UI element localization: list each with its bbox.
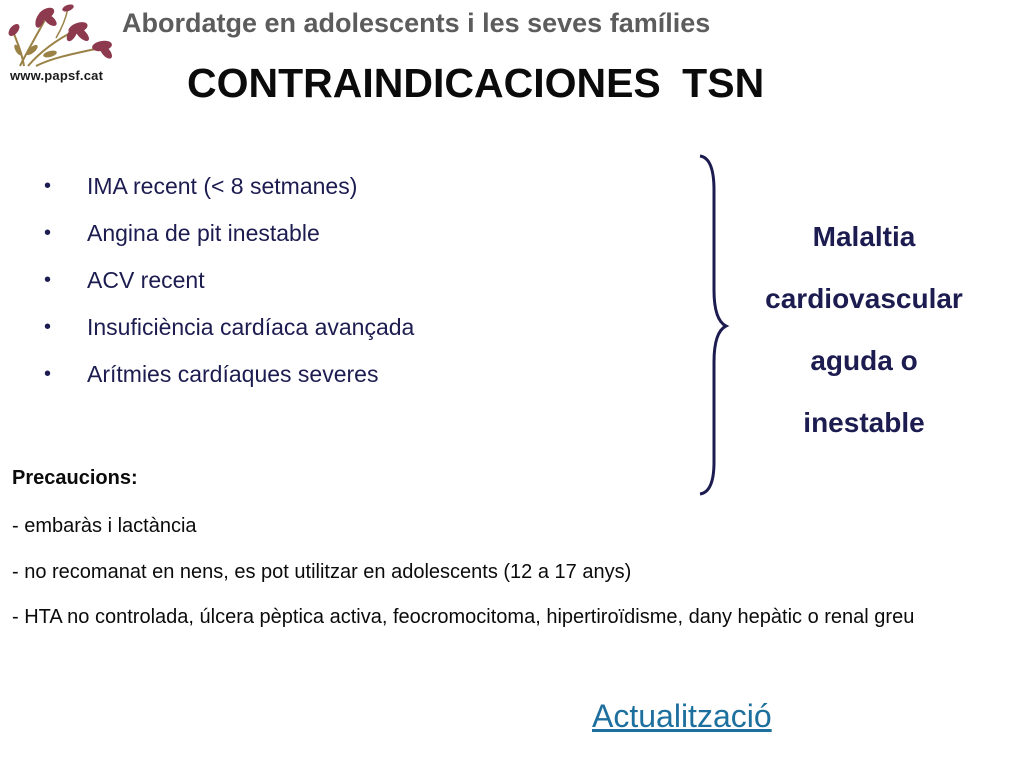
list-item: • Angina de pit inestable bbox=[44, 213, 414, 260]
group-label-line: Malaltia bbox=[812, 221, 916, 252]
precaution-item: - no recomanat en nens, es pot utilitzar en adolescents (12 a 17 anys) bbox=[12, 561, 632, 583]
precaution-item: - embaràs i lactància bbox=[12, 515, 197, 537]
precaution-item: - HTA no controlada, úlcera pèptica activa, feocromocitoma, hipertiroïdisme, dany hepàtic o renal greu bbox=[12, 606, 915, 628]
list-item: • Insuficiència cardíaca avançada bbox=[44, 307, 414, 354]
group-label-line: cardiovascular bbox=[765, 283, 963, 314]
list-item: • IMA recent (< 8 setmanes) bbox=[44, 166, 414, 213]
contraindication-list bbox=[44, 166, 414, 401]
group-label-line: aguda o bbox=[810, 345, 918, 376]
group-label bbox=[740, 206, 988, 454]
page-subtitle: Abordatge en adolescents i les seves famílies bbox=[122, 8, 711, 38]
flower-logo-icon bbox=[6, 0, 118, 72]
list-item: • ACV recent bbox=[44, 260, 414, 307]
logo-url: www.papsf.cat bbox=[10, 68, 104, 83]
group-label-line: inestable bbox=[803, 407, 925, 438]
precautions-heading: Precaucions: bbox=[12, 467, 138, 489]
update-link[interactable]: Actualització bbox=[592, 698, 772, 734]
list-item: • Arítmies cardíaques severes bbox=[44, 354, 414, 401]
page-title: CONTRAINDICACIONES TSN bbox=[187, 60, 765, 106]
right-brace-icon bbox=[690, 150, 730, 500]
papsf-logo bbox=[6, 0, 118, 90]
